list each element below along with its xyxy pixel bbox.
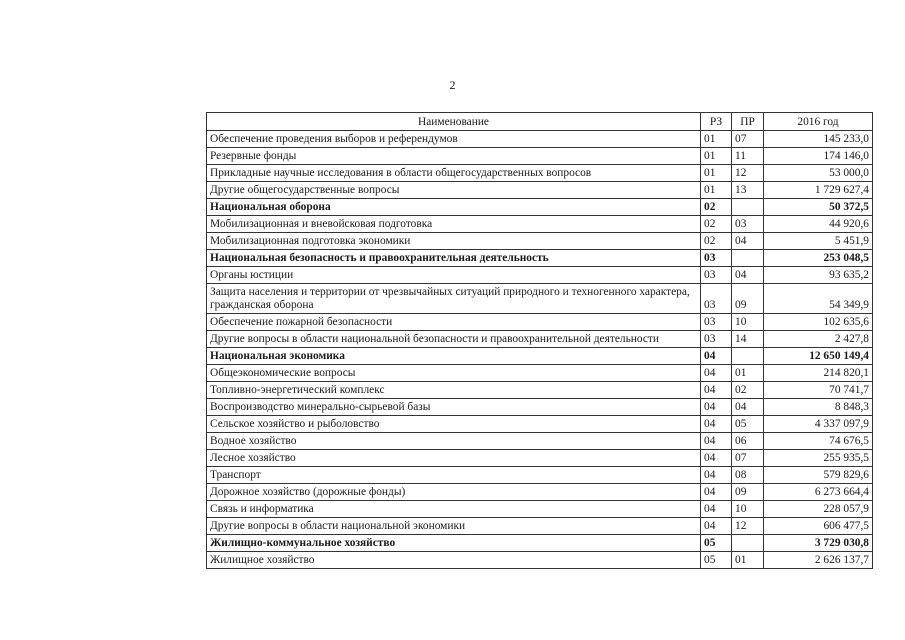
row-name: Другие вопросы в области национальной экономики	[207, 518, 701, 535]
row-pr	[732, 348, 764, 365]
header-pr: ПР	[732, 113, 764, 131]
row-pr: 08	[732, 467, 764, 484]
row-pr: 07	[732, 450, 764, 467]
table-row	[207, 382, 873, 399]
table-row	[207, 284, 873, 314]
table-row	[207, 331, 873, 348]
row-name: Резервные фонды	[207, 148, 701, 165]
row-name: Лесное хозяйство	[207, 450, 701, 467]
table-row	[207, 267, 873, 284]
table-row	[207, 250, 873, 267]
row-value: 214 820,1	[764, 365, 873, 382]
row-value: 1 729 627,4	[764, 182, 873, 199]
table-row	[207, 433, 873, 450]
table-body	[207, 131, 873, 569]
row-pr: 10	[732, 501, 764, 518]
table-row	[207, 216, 873, 233]
row-rz: 01	[701, 165, 732, 182]
row-rz: 02	[701, 233, 732, 250]
row-rz: 02	[701, 199, 732, 216]
header-rz: РЗ	[701, 113, 732, 131]
table-row	[207, 148, 873, 165]
row-value: 70 741,7	[764, 382, 873, 399]
row-pr: 04	[732, 399, 764, 416]
row-name: Сельское хозяйство и рыболовство	[207, 416, 701, 433]
row-name: Прикладные научные исследования в области общегосударственных вопросов	[207, 165, 701, 182]
row-value: 50 372,5	[764, 199, 873, 216]
row-value: 93 635,2	[764, 267, 873, 284]
row-value: 174 146,0	[764, 148, 873, 165]
row-name: Национальная безопасность и правоохранительная деятельность	[207, 250, 701, 267]
table-row	[207, 518, 873, 535]
row-name: Общеэкономические вопросы	[207, 365, 701, 382]
row-value: 5 451,9	[764, 233, 873, 250]
row-pr: 10	[732, 314, 764, 331]
table-row	[207, 535, 873, 552]
table-row	[207, 501, 873, 518]
row-name: Жилищное хозяйство	[207, 552, 701, 569]
row-name: Национальная оборона	[207, 199, 701, 216]
row-rz: 04	[701, 467, 732, 484]
row-rz: 04	[701, 501, 732, 518]
row-rz: 04	[701, 416, 732, 433]
row-rz: 04	[701, 399, 732, 416]
table-row	[207, 182, 873, 199]
table-row	[207, 552, 873, 569]
table-row	[207, 399, 873, 416]
page-number: 2	[449, 78, 456, 92]
table-row	[207, 450, 873, 467]
row-pr: 12	[732, 518, 764, 535]
row-name: Национальная экономика	[207, 348, 701, 365]
row-rz: 04	[701, 450, 732, 467]
table-row	[207, 131, 873, 148]
row-value: 228 057,9	[764, 501, 873, 518]
header-name: Наименование	[207, 113, 701, 131]
row-rz: 03	[701, 267, 732, 284]
row-pr: 05	[732, 416, 764, 433]
row-name: Обеспечение пожарной безопасности	[207, 314, 701, 331]
table-row	[207, 233, 873, 250]
row-rz: 03	[701, 331, 732, 348]
row-value: 102 635,6	[764, 314, 873, 331]
row-name: Мобилизационная и вневойсковая подготовка	[207, 216, 701, 233]
row-pr: 06	[732, 433, 764, 450]
row-value: 606 477,5	[764, 518, 873, 535]
row-pr: 09	[732, 284, 764, 314]
row-name: Воспроизводство минерально-сырьевой базы	[207, 399, 701, 416]
row-name: Жилищно-коммунальное хозяйство	[207, 535, 701, 552]
row-pr: 04	[732, 233, 764, 250]
table-row	[207, 416, 873, 433]
row-rz: 03	[701, 284, 732, 314]
row-pr: 03	[732, 216, 764, 233]
row-value: 4 337 097,9	[764, 416, 873, 433]
row-value: 54 349,9	[764, 284, 873, 314]
table-row	[207, 314, 873, 331]
row-pr: 02	[732, 382, 764, 399]
row-rz: 05	[701, 552, 732, 569]
row-rz: 04	[701, 484, 732, 501]
table-row	[207, 484, 873, 501]
row-pr: 07	[732, 131, 764, 148]
row-pr: 01	[732, 552, 764, 569]
table-row	[207, 348, 873, 365]
row-value: 2 427,8	[764, 331, 873, 348]
row-pr: 14	[732, 331, 764, 348]
row-rz: 01	[701, 131, 732, 148]
row-name: Дорожное хозяйство (дорожные фонды)	[207, 484, 701, 501]
table-row	[207, 365, 873, 382]
row-rz: 01	[701, 182, 732, 199]
row-name: Другие общегосударственные вопросы	[207, 182, 701, 199]
row-rz: 04	[701, 365, 732, 382]
row-name: Другие вопросы в области национальной безопасности и правоохранительной деятельности	[207, 331, 701, 348]
row-value: 579 829,6	[764, 467, 873, 484]
row-pr: 04	[732, 267, 764, 284]
row-value: 2 626 137,7	[764, 552, 873, 569]
row-rz: 01	[701, 148, 732, 165]
row-value: 255 935,5	[764, 450, 873, 467]
row-name: Органы юстиции	[207, 267, 701, 284]
row-rz: 03	[701, 250, 732, 267]
row-value: 253 048,5	[764, 250, 873, 267]
row-value: 53 000,0	[764, 165, 873, 182]
row-pr	[732, 535, 764, 552]
budget-table	[206, 112, 873, 569]
table-row	[207, 199, 873, 216]
row-rz: 04	[701, 518, 732, 535]
row-name: Транспорт	[207, 467, 701, 484]
row-pr: 11	[732, 148, 764, 165]
row-pr: 12	[732, 165, 764, 182]
row-name: Водное хозяйство	[207, 433, 701, 450]
table-header-row	[207, 113, 873, 131]
row-rz: 04	[701, 348, 732, 365]
row-value: 3 729 030,8	[764, 535, 873, 552]
row-name: Защита населения и территории от чрезвычайных ситуаций природного и техногенного характера, гражданская оборона	[207, 284, 701, 314]
row-value: 145 233,0	[764, 131, 873, 148]
row-name: Связь и информатика	[207, 501, 701, 518]
row-name: Обеспечение проведения выборов и референдумов	[207, 131, 701, 148]
row-pr: 01	[732, 365, 764, 382]
header-year: 2016 год	[764, 113, 873, 131]
row-rz: 04	[701, 433, 732, 450]
row-value: 12 650 149,4	[764, 348, 873, 365]
row-name: Топливно-энергетический комплекс	[207, 382, 701, 399]
row-value: 74 676,5	[764, 433, 873, 450]
row-rz: 04	[701, 382, 732, 399]
row-pr: 13	[732, 182, 764, 199]
row-rz: 03	[701, 314, 732, 331]
row-rz: 05	[701, 535, 732, 552]
row-rz: 02	[701, 216, 732, 233]
row-value: 44 920,6	[764, 216, 873, 233]
table-row	[207, 467, 873, 484]
table-row	[207, 165, 873, 182]
row-pr: 09	[732, 484, 764, 501]
row-value: 8 848,3	[764, 399, 873, 416]
row-pr	[732, 250, 764, 267]
row-value: 6 273 664,4	[764, 484, 873, 501]
row-name: Мобилизационная подготовка экономики	[207, 233, 701, 250]
row-pr	[732, 199, 764, 216]
